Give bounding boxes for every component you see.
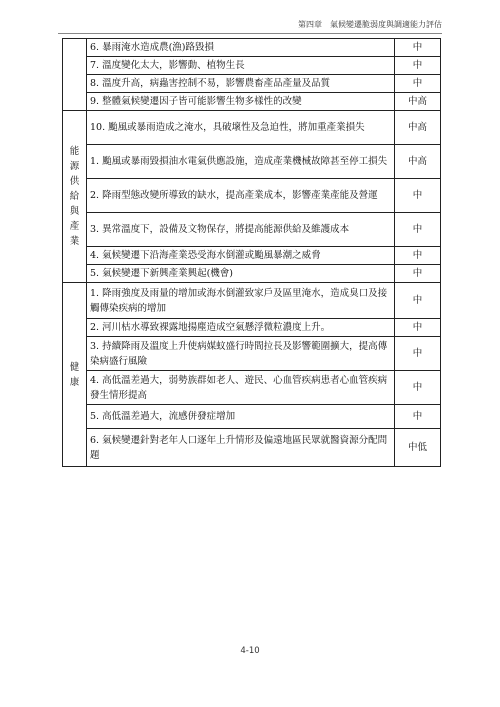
chapter-title: 第四章 氣候變遷脆弱度與調適能力評估 bbox=[298, 20, 442, 29]
risk-level: 中低 bbox=[395, 429, 441, 467]
risk-item: 4. 高低溫差過大，弱勢族群如老人、遊民、心血管疾病患者心血管疾病發生情形提高 bbox=[87, 371, 395, 405]
risk-item: 4. 氣候變遷下沿海產業恐受海水倒灌或颱風暴潮之威脅 bbox=[87, 247, 395, 265]
sector-cell-continued bbox=[63, 39, 87, 111]
risk-level: 中高 bbox=[395, 93, 441, 111]
risk-item: 7. 溫度變化太大，影響動、植物生長 bbox=[87, 57, 395, 75]
risk-item: 6. 氣候變遷針對老年人口逐年上升情形及偏遠地區民眾就醫資源分配問題 bbox=[87, 429, 395, 467]
risk-item: 10. 颱風或暴雨造成之淹水，具破壞性及急迫性，將加重產業損失 bbox=[87, 111, 395, 145]
table-row bbox=[63, 337, 441, 371]
risk-level: 中 bbox=[395, 39, 441, 57]
risk-level: 中 bbox=[395, 265, 441, 283]
table-row bbox=[63, 179, 441, 213]
risk-item: 2. 降雨型態改變所導致的缺水，提高產業成本，影響產業產能及營運 bbox=[87, 179, 395, 213]
table-row bbox=[63, 213, 441, 247]
table-row bbox=[63, 247, 441, 265]
risk-item: 1. 降雨強度及雨量的增加或海水倒灌致家戶及區里淹水，造成臭口及接觸傳染疾病的增加 bbox=[87, 283, 395, 319]
risk-level: 中 bbox=[395, 213, 441, 247]
risk-level: 中 bbox=[395, 179, 441, 213]
risk-level: 中高 bbox=[395, 145, 441, 179]
running-header bbox=[58, 18, 442, 34]
table-row bbox=[63, 111, 441, 145]
page-number: 4-10 bbox=[240, 646, 260, 656]
risk-item: 2. 河川枯水導致裸露地揚塵造成空氣懸浮微粒濃度上升。 bbox=[87, 319, 395, 337]
risk-level: 中 bbox=[395, 57, 441, 75]
table-row bbox=[63, 371, 441, 405]
risk-item: 1. 颱風或暴雨毀損油水電氣供應設施，造成產業機械故障甚至停工損失 bbox=[87, 145, 395, 179]
table-row bbox=[63, 57, 441, 75]
risk-item: 8. 溫度升高，病蟲害控制不易，影響農畜產品產量及品質 bbox=[87, 75, 395, 93]
risk-level: 中高 bbox=[395, 111, 441, 145]
risk-item: 9. 整體氣候變遷因子皆可能影響生物多樣性的改變 bbox=[87, 93, 395, 111]
table-row bbox=[63, 145, 441, 179]
sector-label-energy: 能源供給與產業 bbox=[63, 111, 87, 283]
risk-item: 5. 氣候變遷下新興產業興起(機會) bbox=[87, 265, 395, 283]
risk-level: 中 bbox=[395, 337, 441, 371]
table-row bbox=[63, 93, 441, 111]
table-row bbox=[63, 405, 441, 429]
risk-item: 3. 異常溫度下，設備及文物保存，將提高能源供給及維護成本 bbox=[87, 213, 395, 247]
risk-level: 中 bbox=[395, 371, 441, 405]
table-row bbox=[63, 265, 441, 283]
sector-label-health: 健康 bbox=[63, 283, 87, 467]
risk-level: 中 bbox=[395, 319, 441, 337]
risk-level: 中 bbox=[395, 283, 441, 319]
table-row bbox=[63, 39, 441, 57]
risk-item: 3. 持續降雨及溫度上升使病媒蚊盛行時間拉長及影響範圍擴大，提高傳染病盛行風險 bbox=[87, 337, 395, 371]
table-row bbox=[63, 429, 441, 467]
table-row bbox=[63, 283, 441, 319]
table-row bbox=[63, 75, 441, 93]
risk-level: 中 bbox=[395, 75, 441, 93]
climate-risk-table bbox=[62, 38, 441, 467]
table-row bbox=[63, 319, 441, 337]
risk-item: 5. 高低溫差過大，流感併發症增加 bbox=[87, 405, 395, 429]
risk-item: 6. 暴雨淹水造成農(漁)路毀損 bbox=[87, 39, 395, 57]
risk-level: 中 bbox=[395, 405, 441, 429]
risk-level: 中 bbox=[395, 247, 441, 265]
